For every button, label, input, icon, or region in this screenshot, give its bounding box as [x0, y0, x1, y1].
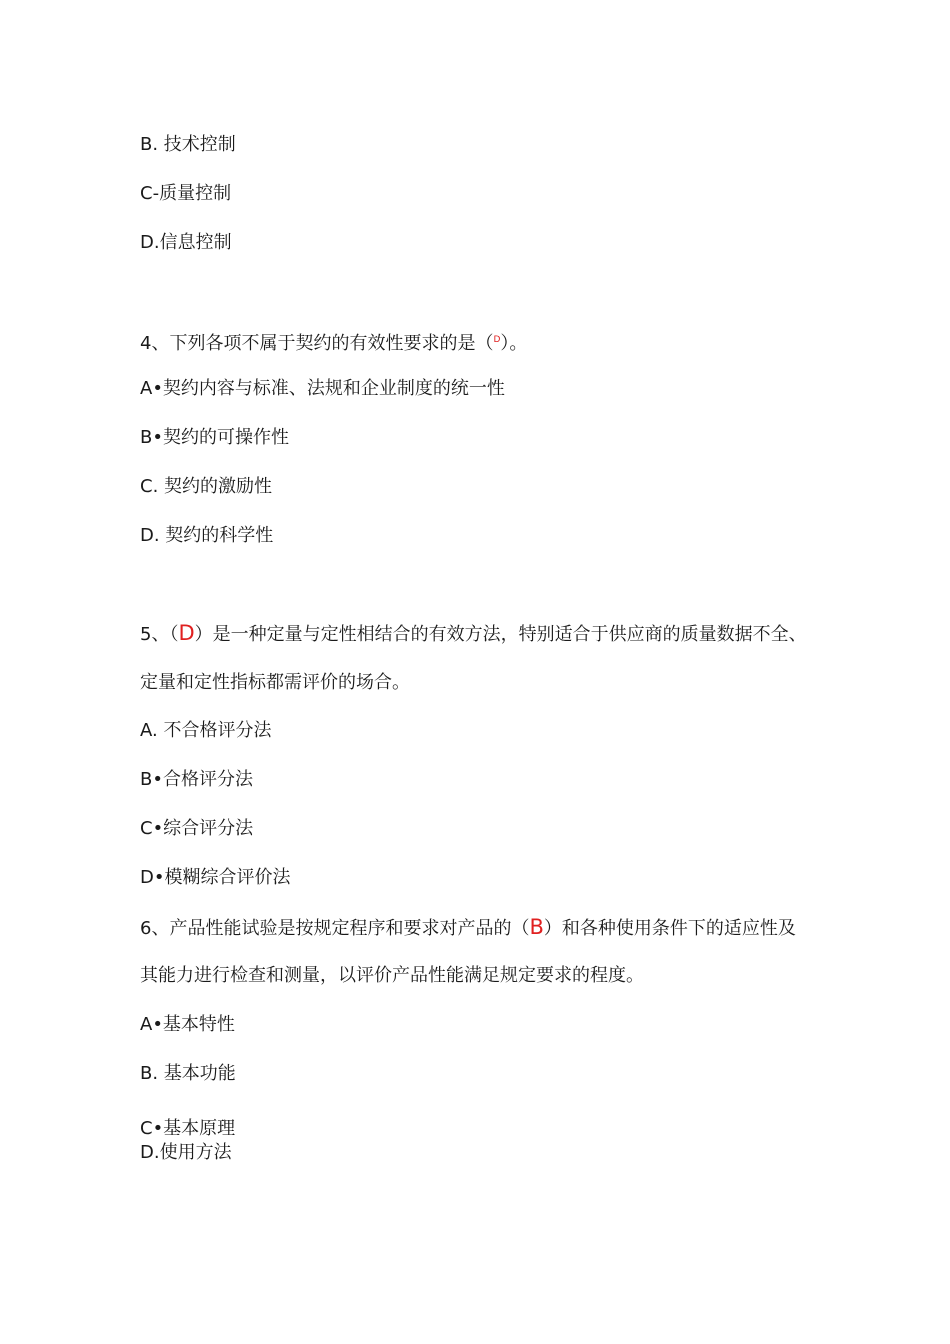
q5-option-c: C•综合评分法: [140, 818, 254, 839]
q5-stem-before: 5、（: [140, 624, 179, 645]
q6-answer: B: [529, 915, 544, 939]
q4-option-b: B•契约的可操作性: [140, 427, 289, 448]
q4-stem-before: 4、下列各项不属于契约的有效性要求的是（: [140, 333, 494, 354]
q4-option-c: C. 契约的激励性: [140, 476, 273, 497]
q5-answer: D: [178, 621, 195, 645]
q4-answer: D: [493, 335, 501, 345]
q3-option-b: B. 技术控制: [140, 134, 236, 155]
q5-stem-after: ）是一种定量与定性相结合的有效方法，特别适合于供应商的质量数据不全、: [194, 624, 807, 645]
q5-option-a: A. 不合格评分法: [140, 720, 272, 741]
q3-option-c: C-质量控制: [140, 183, 232, 204]
q3-option-d: D.信息控制: [140, 232, 232, 253]
q6-stem-after: ）和各种使用条件下的适应性及: [543, 918, 796, 939]
q5-stem-line2: 定量和定性指标都需评价的场合。: [140, 672, 410, 693]
q4-stem-after: ）。: [500, 333, 528, 354]
q6-option-d: D.使用方法: [140, 1142, 232, 1163]
q6-stem-before: 6、产品性能试验是按规定程序和要求对产品的（: [140, 918, 530, 939]
q5-option-d: D•模糊综合评价法: [140, 867, 291, 888]
q4-stem: [140, 329, 527, 355]
q6-option-c: C•基本原理: [140, 1118, 236, 1139]
q5-stem: [140, 622, 807, 646]
q5-option-b: B•合格评分法: [140, 769, 253, 790]
q4-option-a: A•契约内容与标准、法规和企业制度的统一性: [140, 378, 505, 399]
q6-stem: [140, 916, 796, 940]
q4-option-d: D. 契约的科学性: [140, 525, 274, 546]
q6-stem-line2: 其能力进行检查和测量，以评价产品性能满足规定要求的程度。: [140, 965, 644, 986]
q6-option-a: A•基本特性: [140, 1014, 235, 1035]
q6-option-b: B. 基本功能: [140, 1063, 236, 1084]
